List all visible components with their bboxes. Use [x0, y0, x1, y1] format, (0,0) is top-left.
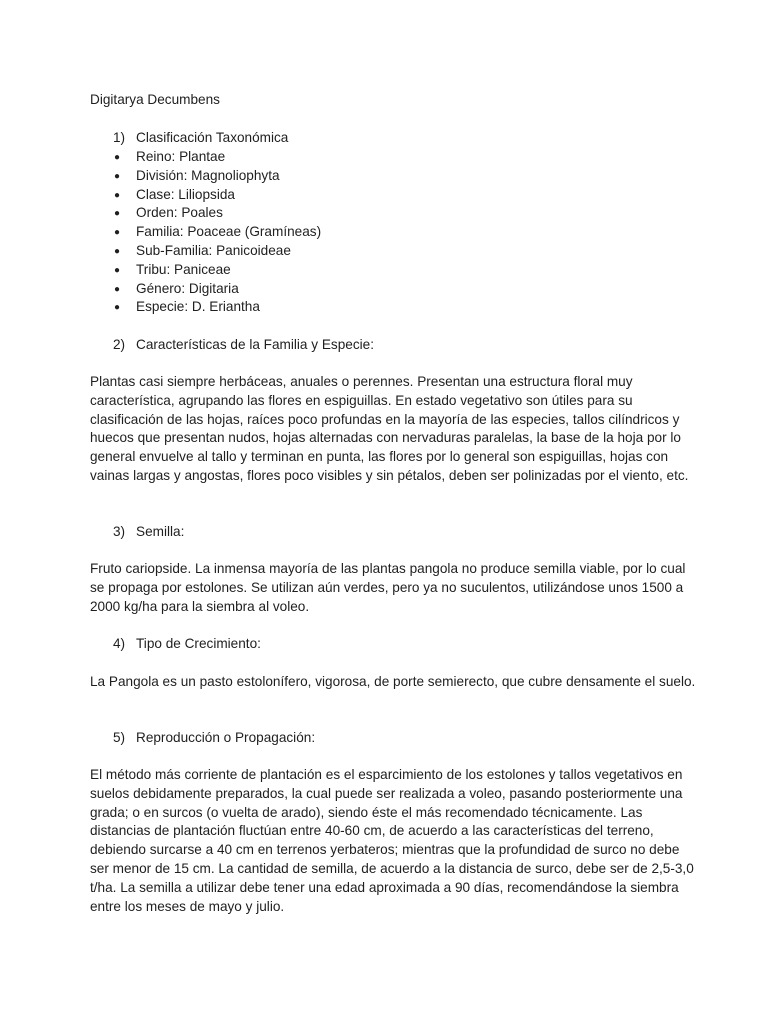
section-heading-text: Características de la Familia y Especie: [136, 337, 374, 352]
bullet-icon: ● [114, 189, 121, 201]
bullet-icon: ● [114, 227, 121, 239]
list-item-text: Orden: Poales [136, 205, 223, 221]
list-item [114, 280, 321, 299]
list-item [114, 204, 321, 223]
list-item-text: Género: Digitaria [136, 280, 239, 296]
section-heading-characteristics [113, 336, 374, 355]
propagation-paragraph: El método más corriente de plantación es el esparcimiento de los estolones y tallos vegetativos en suelos debidamente preparados, la cual puede ser realizada a voleo, pasando posteriormente una grada; o en surcos (o vuelta de arado), siendo éste el más recomendado técnicamente. Las distancias de plantación fluctúan entre 40-60 cm, de acuerdo a las características del terreno, debiendo surcarse a 40 cm en terrenos yerbateros; mientras que la profundidad de surco no debe ser menor de 15 cm. La cantidad de semilla, de acuerdo a la distancia de surco, debe ser de 2,5-3,0 t/ha. La semilla a utilizar debe tener una edad aproximada a 90 días, recomendándose la siembra entre los meses de mayo y julio. [90, 767, 694, 914]
section-heading-text: Semilla: [136, 524, 185, 539]
list-item-text: Reino: Plantae [136, 149, 226, 164]
section-heading-propagation [113, 729, 315, 748]
list-item [114, 148, 321, 167]
seed-paragraph: Fruto cariopside. La inmensa mayoría de las plantas pangola no produce semilla viable, por lo cual se propaga por estolones. Se utilizan aún verdes, pero ya no suculentos, utilizándose unos 1500 a 2000 kg/ha para la siembra al voleo. [90, 561, 686, 614]
list-item [114, 223, 321, 242]
section-number: 3) [113, 524, 126, 539]
section-number: 4) [113, 636, 126, 651]
growth-paragraph: La Pangola es un pasto estolonífero, vigorosa, de porte semierecto, que cubre densamente el suelo. [90, 674, 696, 689]
bullet-icon: ● [114, 152, 121, 163]
list-item [114, 298, 321, 317]
section-number: 1) [113, 130, 126, 145]
section-number: 5) [113, 730, 126, 745]
list-item-text: Clase: Liliopsida [136, 186, 235, 202]
bullet-icon: ● [114, 264, 121, 276]
section-heading-text: Reproducción o Propagación: [136, 730, 316, 745]
list-item [114, 261, 321, 280]
list-item-text: División: Magnoliophyta [136, 167, 280, 183]
list-item [114, 242, 321, 261]
bullet-icon: ● [114, 208, 121, 220]
section-number: 2) [113, 337, 126, 352]
section-heading-seed [113, 523, 184, 542]
list-item-text: Especie: D. Eriantha [136, 299, 260, 315]
section-heading-text: Tipo de Crecimiento: [136, 636, 261, 651]
bullet-icon: ● [114, 283, 121, 295]
section-heading-classification [113, 129, 288, 148]
list-item-text: Familia: Poaceae (Gramíneas) [136, 224, 322, 240]
characteristics-paragraph: Plantas casi siempre herbáceas, anuales o perennes. Presentan una estructura floral muy característica, agrupando las flores en espiguillas. En estado vegetativo son útiles para su clasificación de las hojas, raíces poco profundas en la mayoría de las especies, tallos cilíndricos y huecos que presentan nudos, hojas alternadas con nervaduras paralelas, la base de la hoja por lo general envuelve al tallo y terminan en punta, las flores por lo general son espiguillas, hojas con vainas largas y angostas, flores poco visibles y sin pétalos, deben ser polinizadas por el viento, etc. [90, 374, 689, 483]
bullet-icon: ● [114, 245, 121, 257]
section-heading-growth [113, 635, 261, 654]
taxonomy-list [114, 148, 321, 317]
list-item [114, 186, 321, 205]
document-title: Digitarya Decumbens [90, 92, 220, 107]
list-item [114, 167, 321, 186]
section-heading-text: Clasificación Taxonómica [136, 130, 289, 145]
bullet-icon: ● [114, 170, 121, 182]
bullet-icon: ● [114, 302, 121, 314]
list-item-text: Tribu: Paniceae [136, 261, 231, 277]
list-item-text: Sub-Familia: Panicoideae [136, 242, 291, 258]
